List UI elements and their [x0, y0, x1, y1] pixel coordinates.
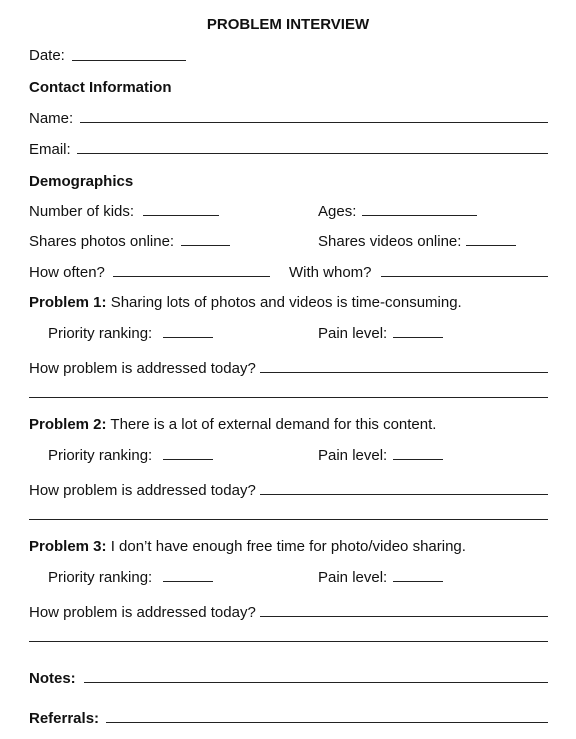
- problem-1-heading: [29, 294, 462, 312]
- page-title: PROBLEM INTERVIEW: [206, 16, 370, 33]
- problem-1-priority-field[interactable]: [163, 337, 213, 338]
- often-label: How often?: [29, 264, 105, 281]
- date-label: Date:: [29, 47, 65, 64]
- problem-1-addressed-label: How problem is addressed today?: [29, 360, 256, 377]
- photos-field[interactable]: [181, 245, 230, 246]
- problem-2-addressed-field[interactable]: [260, 494, 548, 495]
- name-label: Name:: [29, 110, 74, 127]
- problem-3-pain-field[interactable]: [393, 581, 443, 582]
- problem-3-addressed-label: How problem is addressed today?: [29, 604, 256, 621]
- videos-field[interactable]: [466, 245, 516, 246]
- problem-3-heading: [29, 538, 466, 556]
- problem-2-pain-label: Pain level:: [318, 447, 388, 464]
- problem-3-pain-label: Pain level:: [318, 569, 388, 586]
- ages-field[interactable]: [362, 215, 477, 216]
- problem-3-priority-label: Priority ranking:: [48, 569, 153, 586]
- problem-3-priority-field[interactable]: [163, 581, 213, 582]
- problem-2-priority-label: Priority ranking:: [48, 447, 153, 464]
- referrals-field[interactable]: [106, 722, 548, 723]
- problem-2-addressed-label: How problem is addressed today?: [29, 482, 256, 499]
- problem-1-pain-label: Pain level:: [318, 325, 388, 342]
- problem-1-addressed-field-2[interactable]: [29, 397, 548, 398]
- problem-3-addressed-field[interactable]: [260, 616, 548, 617]
- problem-2-heading: [29, 416, 436, 434]
- videos-label: Shares videos online:: [318, 233, 462, 250]
- often-field[interactable]: [113, 276, 270, 277]
- problem-2-text: There is a lot of external demand for this content.: [106, 416, 437, 433]
- problem-3-label: Problem 3:: [29, 538, 107, 555]
- problem-1-label: Problem 1:: [29, 294, 107, 311]
- email-field[interactable]: [77, 153, 548, 154]
- kids-label: Number of kids:: [29, 203, 135, 220]
- demographics-heading: Demographics: [29, 173, 134, 190]
- problem-1-text: Sharing lots of photos and videos is time-consuming.: [106, 294, 462, 311]
- name-field[interactable]: [80, 122, 548, 123]
- notes-label: Notes:: [29, 670, 76, 687]
- problem-1-addressed-field[interactable]: [260, 372, 548, 373]
- date-field[interactable]: [72, 60, 186, 61]
- problem-1-priority-label: Priority ranking:: [48, 325, 153, 342]
- notes-field[interactable]: [84, 682, 548, 683]
- email-label: Email:: [29, 141, 71, 158]
- whom-label: With whom?: [289, 264, 372, 281]
- problem-2-priority-field[interactable]: [163, 459, 213, 460]
- kids-field[interactable]: [143, 215, 219, 216]
- problem-2-pain-field[interactable]: [393, 459, 443, 460]
- problem-3-addressed-field-2[interactable]: [29, 641, 548, 642]
- referrals-label: Referrals:: [29, 710, 100, 727]
- whom-field[interactable]: [381, 276, 548, 277]
- problem-2-addressed-field-2[interactable]: [29, 519, 548, 520]
- problem-3-text: I don’t have enough free time for photo/video sharing.: [106, 538, 466, 555]
- contact-heading: Contact Information: [29, 79, 172, 96]
- photos-label: Shares photos online:: [29, 233, 175, 250]
- problem-2-label: Problem 2:: [29, 416, 107, 433]
- problem-1-pain-field[interactable]: [393, 337, 443, 338]
- ages-label: Ages:: [318, 203, 357, 220]
